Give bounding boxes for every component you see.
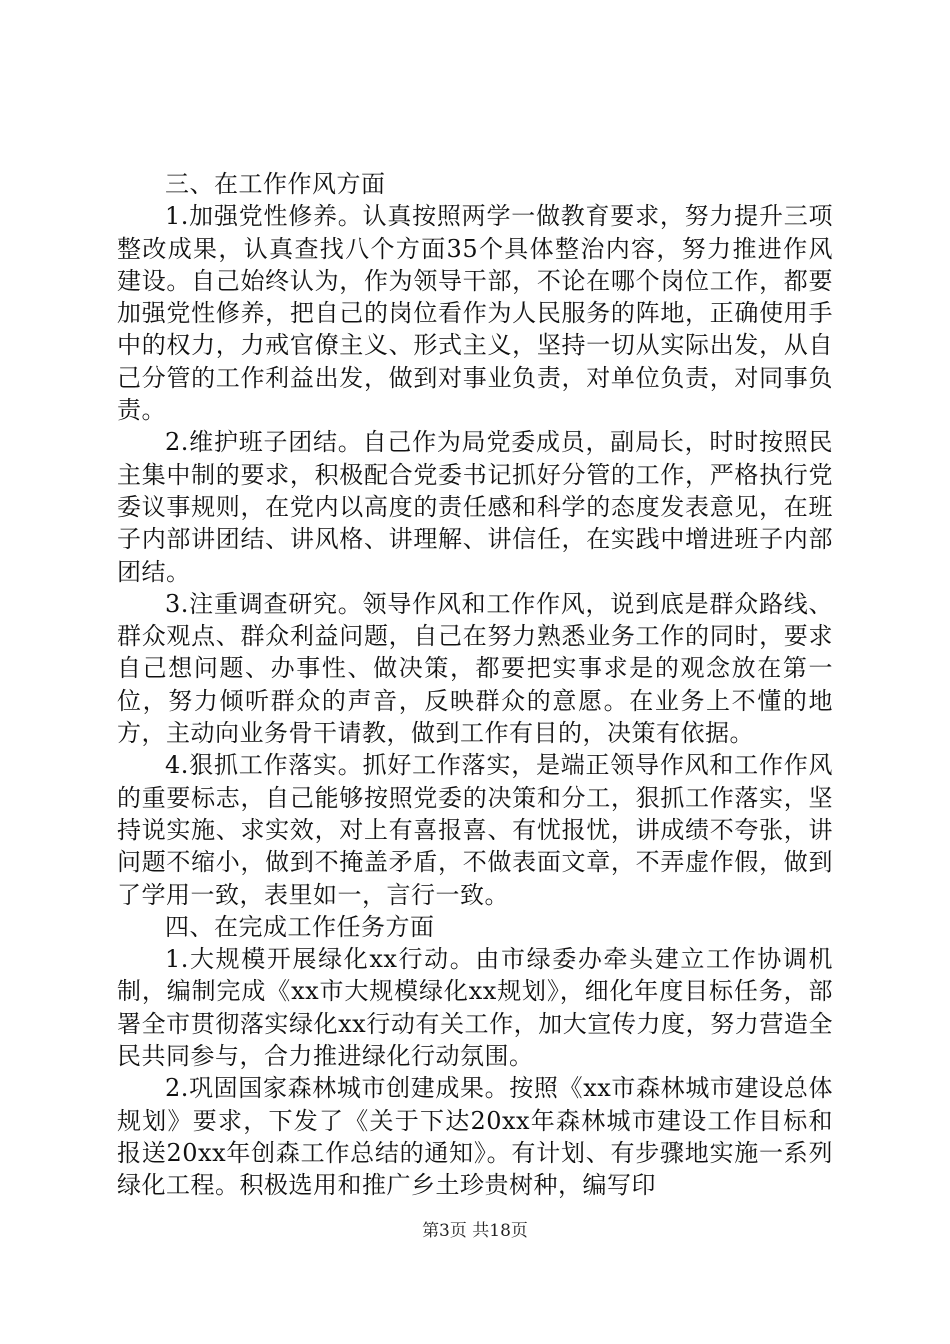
section-heading-work-style: 三、在工作作风方面 [165,170,386,198]
paragraph-team-unity: 2.维护班子团结。自己作为局党委成员，副局长，时时按照民主集中制的要求，积极配合党委书记抓好分管的工作，严格执行党委议事规则，在党内以高度的责任感和科学的态度发表意见，在班子内部讲团结、讲风格、讲理解、讲信任，在实践中增进班子内部团结。 [117,428,833,586]
paragraph-forest-city: 2.巩固国家森林城市创建成果。按照《xx市森林城市建设总体规划》要求，下发了《关于下达20xx年森林城市建设工作目标和报送20xx年创森工作总结的通知》。有计划、有步骤地实施一系列绿化工程。积极选用和推广乡土珍贵树种，编写印 [117,1074,833,1200]
paragraph-greening-action: 1.大规模开展绿化xx行动。由市绿委办牵头建立工作协调机制，编制完成《xx市大规模绿化xx规划》，细化年度目标任务，部署全市贯彻落实绿化xx行动有关工作，加大宣传力度，努力营造全民共同参与，合力推进绿化行动氛围。 [117,945,833,1071]
section-heading-tasks: 四、在完成工作任务方面 [165,912,435,941]
page-footer: 第3页 共18页 [422,1221,528,1241]
document-body [117,168,833,1202]
paragraph-party-spirit: 1.加强党性修养。认真按照两学一做教育要求，努力提升三项整改成果，认真查找八个方面35个具体整治内容，努力推进作风建设。自己始终认为，作为领导干部，不论在哪个岗位工作，都要加强党性修养，把自己的岗位看作为人民服务的阵地，正确使用手中的权力，力戒官僚主义、形式主义，坚持一切从实际出发，从自己分管的工作利益出发，做到对事业负责，对单位负责，对同事负责。 [117,202,833,425]
paragraph-implementation: 4.狠抓工作落实。抓好工作落实，是端正领导作风和工作作风的重要标志，自己能够按照党委的决策和分工，狠抓工作落实，坚持说实施、求实效，对上有喜报喜、有忧报忧，讲成绩不夸张，讲问题不缩小，做到不掩盖矛盾，不做表面文章，不弄虚作假，做到了学用一致，表里如一，言行一致。 [117,751,833,909]
paragraph-research: 3.注重调查研究。领导作风和工作作风，说到底是群众路线、群众观点、群众利益问题，自己在努力熟悉业务工作的同时，要求自己想问题、办事性、做决策，都要把实事求是的观念放在第一位，努力倾听群众的声音，反映群众的意愿。在业务上不懂的地方，主动向业务骨干请教，做到工作有目的，决策有依据。 [117,589,833,748]
